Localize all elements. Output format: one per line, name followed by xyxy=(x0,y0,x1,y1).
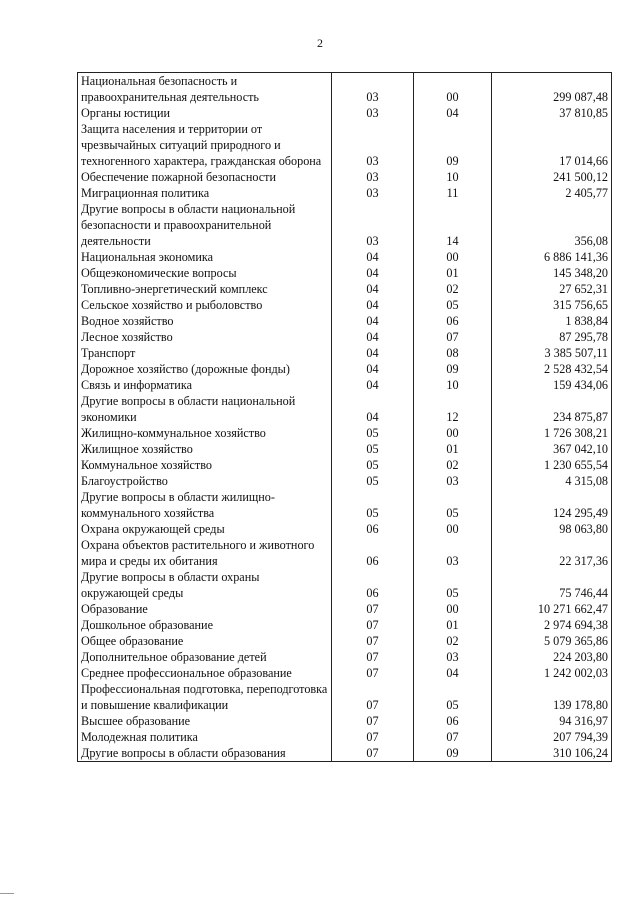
row-section-cell: 07 xyxy=(332,601,414,617)
row-amount-cell: 27 652,31 xyxy=(492,281,612,297)
row-subsection-cell: 00 xyxy=(414,521,492,537)
row-name-cell: Другие вопросы в области образования xyxy=(78,745,332,762)
row-subsection-cell: 01 xyxy=(414,617,492,633)
table-row xyxy=(78,425,612,441)
table-row xyxy=(78,361,612,377)
row-subsection-cell: 00 xyxy=(414,249,492,265)
row-section-cell: 04 xyxy=(332,281,414,297)
row-subsection-cell: 05 xyxy=(414,297,492,313)
table-row xyxy=(78,681,612,713)
row-subsection-cell: 08 xyxy=(414,345,492,361)
table-row xyxy=(78,537,612,569)
row-name-cell: Благоустройство xyxy=(78,473,332,489)
row-section-cell: 04 xyxy=(332,377,414,393)
table-row xyxy=(78,729,612,745)
row-amount-cell: 145 348,20 xyxy=(492,265,612,281)
row-subsection-cell: 00 xyxy=(414,601,492,617)
row-amount-cell: 139 178,80 xyxy=(492,681,612,713)
row-section-cell: 04 xyxy=(332,249,414,265)
row-section-cell: 06 xyxy=(332,521,414,537)
row-section-cell: 04 xyxy=(332,361,414,377)
table-row xyxy=(78,73,612,106)
row-name-cell: Охрана окружающей среды xyxy=(78,521,332,537)
row-subsection-cell: 02 xyxy=(414,457,492,473)
row-section-cell: 05 xyxy=(332,441,414,457)
row-amount-cell: 124 295,49 xyxy=(492,489,612,521)
budget-table xyxy=(77,72,612,762)
row-section-cell: 05 xyxy=(332,457,414,473)
table-row xyxy=(78,121,612,169)
row-subsection-cell: 10 xyxy=(414,377,492,393)
table-row xyxy=(78,649,612,665)
table-row xyxy=(78,745,612,762)
table-row xyxy=(78,441,612,457)
row-section-cell: 04 xyxy=(332,297,414,313)
row-name-cell: Транспорт xyxy=(78,345,332,361)
row-section-cell: 03 xyxy=(332,73,414,106)
table-row xyxy=(78,473,612,489)
table-row xyxy=(78,617,612,633)
row-section-cell: 03 xyxy=(332,201,414,249)
row-subsection-cell: 12 xyxy=(414,393,492,425)
row-name-cell: Высшее образование xyxy=(78,713,332,729)
row-name-cell: Защита населения и территории от чрезвычайных ситуаций природного и техногенного характера, гражданская оборона xyxy=(78,121,332,169)
row-section-cell: 03 xyxy=(332,169,414,185)
page-number: 2 xyxy=(317,36,323,50)
row-name-cell: Другие вопросы в области национальной экономики xyxy=(78,393,332,425)
row-name-cell: Коммунальное хозяйство xyxy=(78,457,332,473)
table-row xyxy=(78,457,612,473)
row-name-cell: Жилищно-коммунальное хозяйство xyxy=(78,425,332,441)
table-row xyxy=(78,393,612,425)
row-name-cell: Профессиональная подготовка, переподготовка и повышение квалификации xyxy=(78,681,332,713)
row-section-cell: 04 xyxy=(332,393,414,425)
row-subsection-cell: 09 xyxy=(414,745,492,762)
table-row xyxy=(78,521,612,537)
row-subsection-cell: 03 xyxy=(414,473,492,489)
row-section-cell: 05 xyxy=(332,489,414,521)
row-name-cell: Молодежная политика xyxy=(78,729,332,745)
row-amount-cell: 87 295,78 xyxy=(492,329,612,345)
row-amount-cell: 159 434,06 xyxy=(492,377,612,393)
table-row xyxy=(78,633,612,649)
row-name-cell: Дополнительное образование детей xyxy=(78,649,332,665)
row-name-cell: Органы юстиции xyxy=(78,105,332,121)
row-amount-cell: 234 875,87 xyxy=(492,393,612,425)
row-amount-cell: 367 042,10 xyxy=(492,441,612,457)
row-section-cell: 07 xyxy=(332,665,414,681)
row-section-cell: 07 xyxy=(332,729,414,745)
row-section-cell: 07 xyxy=(332,617,414,633)
row-section-cell: 05 xyxy=(332,425,414,441)
table-row xyxy=(78,201,612,249)
row-subsection-cell: 10 xyxy=(414,169,492,185)
row-name-cell: Топливно-энергетический комплекс xyxy=(78,281,332,297)
table-row xyxy=(78,601,612,617)
row-subsection-cell: 06 xyxy=(414,313,492,329)
row-amount-cell: 299 087,48 xyxy=(492,73,612,106)
row-section-cell: 03 xyxy=(332,185,414,201)
row-amount-cell: 4 315,08 xyxy=(492,473,612,489)
row-name-cell: Дорожное хозяйство (дорожные фонды) xyxy=(78,361,332,377)
row-section-cell: 07 xyxy=(332,633,414,649)
table-row xyxy=(78,297,612,313)
row-amount-cell: 94 316,97 xyxy=(492,713,612,729)
row-amount-cell: 98 063,80 xyxy=(492,521,612,537)
row-amount-cell: 75 746,44 xyxy=(492,569,612,601)
row-subsection-cell: 06 xyxy=(414,713,492,729)
row-section-cell: 03 xyxy=(332,121,414,169)
table-row xyxy=(78,169,612,185)
table-row xyxy=(78,105,612,121)
row-amount-cell: 1 230 655,54 xyxy=(492,457,612,473)
table-row xyxy=(78,313,612,329)
row-section-cell: 03 xyxy=(332,105,414,121)
table-row xyxy=(78,665,612,681)
row-amount-cell: 5 079 365,86 xyxy=(492,633,612,649)
row-subsection-cell: 05 xyxy=(414,569,492,601)
row-amount-cell: 207 794,39 xyxy=(492,729,612,745)
table-row xyxy=(78,329,612,345)
row-amount-cell: 1 838,84 xyxy=(492,313,612,329)
row-amount-cell: 356,08 xyxy=(492,201,612,249)
table-row xyxy=(78,377,612,393)
table-row xyxy=(78,281,612,297)
row-subsection-cell: 02 xyxy=(414,633,492,649)
row-name-cell: Другие вопросы в области национальной безопасности и правоохранительной деятельности xyxy=(78,201,332,249)
row-section-cell: 05 xyxy=(332,473,414,489)
row-name-cell: Другие вопросы в области жилищно-коммунального хозяйства xyxy=(78,489,332,521)
table-row xyxy=(78,265,612,281)
row-section-cell: 04 xyxy=(332,313,414,329)
row-subsection-cell: 04 xyxy=(414,665,492,681)
row-section-cell: 07 xyxy=(332,649,414,665)
row-name-cell: Другие вопросы в области охраны окружающей среды xyxy=(78,569,332,601)
row-subsection-cell: 04 xyxy=(414,105,492,121)
row-name-cell: Среднее профессиональное образование xyxy=(78,665,332,681)
row-section-cell: 06 xyxy=(332,569,414,601)
row-subsection-cell: 03 xyxy=(414,649,492,665)
row-subsection-cell: 05 xyxy=(414,489,492,521)
row-name-cell: Жилищное хозяйство xyxy=(78,441,332,457)
row-subsection-cell: 01 xyxy=(414,441,492,457)
row-subsection-cell: 00 xyxy=(414,425,492,441)
row-amount-cell: 17 014,66 xyxy=(492,121,612,169)
row-name-cell: Общеэкономические вопросы xyxy=(78,265,332,281)
row-subsection-cell: 07 xyxy=(414,329,492,345)
row-section-cell: 07 xyxy=(332,745,414,762)
row-name-cell: Миграционная политика xyxy=(78,185,332,201)
row-name-cell: Национальная экономика xyxy=(78,249,332,265)
row-amount-cell: 310 106,24 xyxy=(492,745,612,762)
row-amount-cell: 2 528 432,54 xyxy=(492,361,612,377)
row-amount-cell: 224 203,80 xyxy=(492,649,612,665)
table-row xyxy=(78,569,612,601)
table-body xyxy=(78,73,612,762)
row-subsection-cell: 11 xyxy=(414,185,492,201)
row-amount-cell: 22 317,36 xyxy=(492,537,612,569)
row-section-cell: 04 xyxy=(332,345,414,361)
table-row xyxy=(78,185,612,201)
row-name-cell: Водное хозяйство xyxy=(78,313,332,329)
table-row xyxy=(78,249,612,265)
row-name-cell: Общее образование xyxy=(78,633,332,649)
row-amount-cell: 2 405,77 xyxy=(492,185,612,201)
row-name-cell: Лесное хозяйство xyxy=(78,329,332,345)
row-section-cell: 07 xyxy=(332,713,414,729)
row-amount-cell: 1 726 308,21 xyxy=(492,425,612,441)
row-amount-cell: 3 385 507,11 xyxy=(492,345,612,361)
row-name-cell: Дошкольное образование xyxy=(78,617,332,633)
table-row xyxy=(78,489,612,521)
row-section-cell: 06 xyxy=(332,537,414,569)
row-subsection-cell: 02 xyxy=(414,281,492,297)
row-amount-cell: 6 886 141,36 xyxy=(492,249,612,265)
row-amount-cell: 37 810,85 xyxy=(492,105,612,121)
row-amount-cell: 1 242 002,03 xyxy=(492,665,612,681)
row-name-cell: Образование xyxy=(78,601,332,617)
row-amount-cell: 2 974 694,38 xyxy=(492,617,612,633)
row-name-cell: Охрана объектов растительного и животного мира и среды их обитания xyxy=(78,537,332,569)
row-subsection-cell: 07 xyxy=(414,729,492,745)
row-section-cell: 04 xyxy=(332,265,414,281)
row-name-cell: Национальная безопасность и правоохранительная деятельность xyxy=(78,73,332,106)
row-subsection-cell: 14 xyxy=(414,201,492,249)
row-amount-cell: 10 271 662,47 xyxy=(492,601,612,617)
scan-edge-mark xyxy=(0,893,14,894)
row-subsection-cell: 05 xyxy=(414,681,492,713)
row-subsection-cell: 09 xyxy=(414,361,492,377)
row-section-cell: 04 xyxy=(332,329,414,345)
row-amount-cell: 241 500,12 xyxy=(492,169,612,185)
table-row xyxy=(78,713,612,729)
row-name-cell: Обеспечение пожарной безопасности xyxy=(78,169,332,185)
row-amount-cell: 315 756,65 xyxy=(492,297,612,313)
row-section-cell: 07 xyxy=(332,681,414,713)
row-name-cell: Связь и информатика xyxy=(78,377,332,393)
row-name-cell: Сельское хозяйство и рыболовство xyxy=(78,297,332,313)
row-subsection-cell: 09 xyxy=(414,121,492,169)
row-subsection-cell: 01 xyxy=(414,265,492,281)
table-row xyxy=(78,345,612,361)
row-subsection-cell: 03 xyxy=(414,537,492,569)
row-subsection-cell: 00 xyxy=(414,73,492,106)
